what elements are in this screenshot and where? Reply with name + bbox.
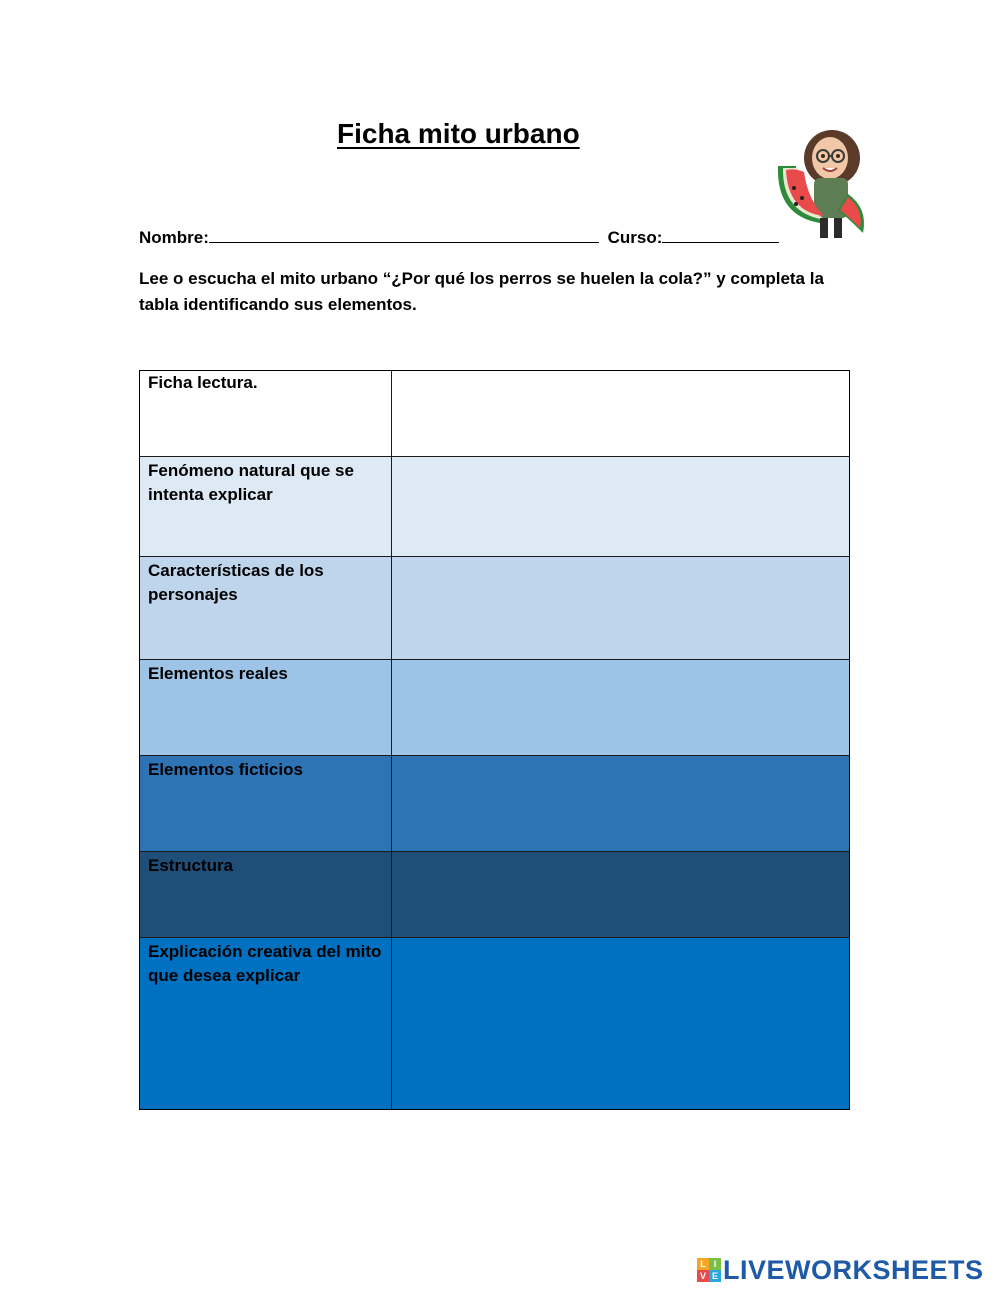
logo-mark-letter: L: [697, 1258, 709, 1270]
table-row: [140, 457, 849, 557]
row-answer-field[interactable]: [392, 756, 849, 851]
table-row: [140, 756, 849, 852]
student-info-line: [139, 228, 779, 248]
logo-mark-letter: I: [709, 1258, 721, 1270]
instructions-text: Lee o escucha el mito urbano “¿Por qué los perros se huelen la cola?” y completa la tabla identificando sus elementos.: [139, 269, 824, 314]
row-label: Explicación creativa del mito que desea explicar: [140, 938, 392, 1109]
row-label: Fenómeno natural que se intenta explicar: [140, 457, 392, 556]
table-row: [140, 938, 849, 1109]
row-label: Características de los personajes: [140, 557, 392, 659]
bitmoji-watermelon-icon: [768, 128, 878, 246]
liveworksheets-mark-icon: [697, 1258, 721, 1282]
row-label: Estructura: [140, 852, 392, 937]
row-answer-field[interactable]: [392, 852, 849, 937]
table-row: [140, 660, 849, 756]
liveworksheets-logo: [697, 1255, 984, 1285]
row-answer-field[interactable]: [392, 938, 849, 1109]
reading-sheet-table: [139, 370, 850, 1110]
table-row: [140, 371, 849, 457]
row-answer-field[interactable]: [392, 660, 849, 755]
nombre-field[interactable]: [209, 228, 599, 243]
row-label: Elementos ficticios: [140, 756, 392, 851]
row-answer-field[interactable]: [392, 457, 849, 556]
row-answer-field[interactable]: [392, 557, 849, 659]
nombre-label: Nombre:: [139, 228, 209, 247]
row-label: Ficha lectura.: [140, 371, 392, 456]
curso-label: Curso:: [607, 228, 663, 247]
table-row: [140, 557, 849, 660]
curso-field[interactable]: [662, 228, 779, 243]
logo-mark-letter: E: [709, 1270, 721, 1282]
page-title: Ficha mito urbano: [337, 118, 580, 149]
logo-mark-letter: V: [697, 1270, 709, 1282]
row-answer-field[interactable]: [392, 371, 849, 456]
row-label: Elementos reales: [140, 660, 392, 755]
table-row: [140, 852, 849, 938]
logo-text: LIVEWORKSHEETS: [723, 1254, 984, 1285]
